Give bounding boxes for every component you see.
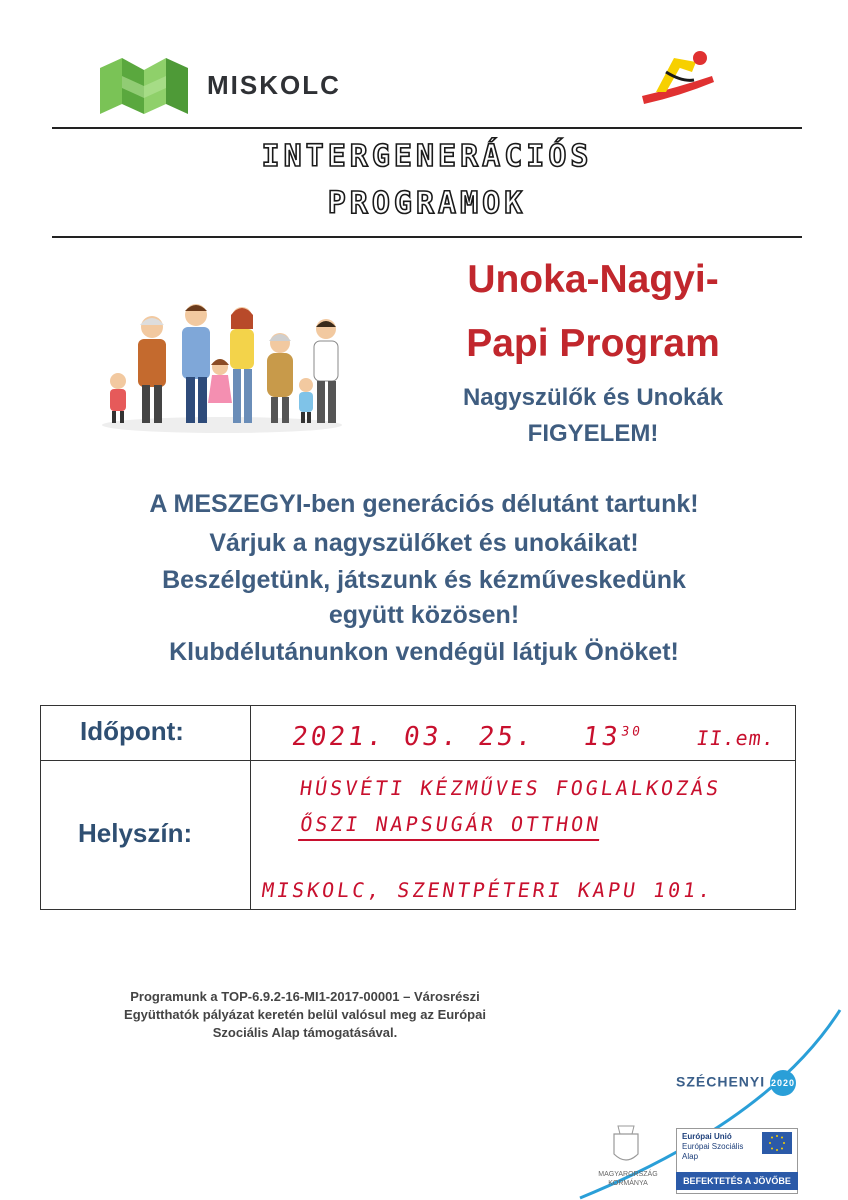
funding-note xyxy=(80,988,530,1042)
eu-flag-icon xyxy=(762,1132,792,1154)
funding-note-line-3: Szociális Alap támogatásával. xyxy=(212,1025,398,1040)
funding-note-line-1: Programunk a TOP-6.9.2-16-MI1-2017-00001 – Városrészi xyxy=(130,989,480,1004)
place-line-2: ŐSZI NAPSUGÁR OTTHON xyxy=(298,812,603,841)
table-divider xyxy=(40,760,796,761)
brand-name: MISKOLC xyxy=(207,70,341,100)
family-illustration xyxy=(100,285,345,435)
gov-line-1: MAGYARORSZÁG xyxy=(598,1171,658,1178)
szechenyi-year: 2020 xyxy=(771,1078,796,1088)
headline-line-1: Unoka-Nagyi- xyxy=(467,258,719,301)
time-minutes: 30 xyxy=(620,724,644,740)
bottom-rule xyxy=(52,236,802,238)
government-label xyxy=(588,1170,668,1188)
body-line-2: Várjuk a nagyszülőket és unokáikat! xyxy=(209,529,639,557)
time-date: 2021. 03. 25. xyxy=(289,722,537,752)
body-line-3: Beszélgetünk, játszunk és kézműveskedünk xyxy=(162,566,686,594)
place-label: Helyszín: xyxy=(78,818,193,848)
place-line-1: HÚSVÉTI KÉZMŰVES FOGLALKOZÁS xyxy=(298,776,723,800)
miskolc-logo-mark xyxy=(100,58,188,114)
body-line-4: együtt közösen! xyxy=(328,601,520,629)
time-hour: 13 xyxy=(581,722,623,752)
time-label: Időpont: xyxy=(80,716,184,746)
title-line-2: PROGRAMOK xyxy=(327,186,527,221)
place-line-3: MISKOLC, SZENTPÉTERI KAPU 101. xyxy=(260,878,715,902)
eu-slogan-band: BEFEKTETÉS A JÖVŐBE xyxy=(676,1172,798,1190)
headline-line-2: Papi Program xyxy=(466,322,720,365)
table-column-divider xyxy=(250,705,251,910)
eu-line-1: Európai Unió xyxy=(682,1132,732,1141)
szechenyi-label xyxy=(676,1070,796,1096)
top-rule xyxy=(52,127,802,129)
snowboarder-logo xyxy=(636,42,716,110)
szechenyi-2020-badge xyxy=(770,1070,796,1096)
funding-note-line-2: Együtthatók pályázat keretén belül valósul meg az Európai xyxy=(124,1007,486,1022)
eu-line-2: Európai Szociális xyxy=(682,1142,744,1151)
time-value xyxy=(290,722,777,752)
hungarian-crest-icon xyxy=(596,1120,656,1170)
eu-line-3: Alap xyxy=(682,1152,699,1161)
body-line-5: Klubdélutánunkon vendégül látjuk Önöket! xyxy=(169,638,679,666)
eu-text xyxy=(682,1132,743,1162)
szechenyi-text: SZÉCHENYI xyxy=(676,1073,766,1090)
body-line-1: A MESZEGYI-ben generációs délutánt tartunk! xyxy=(149,490,699,518)
subheadline-line-1: Nagyszülők és Unokák xyxy=(462,384,724,411)
gov-line-2: KORMÁNYA xyxy=(608,1180,648,1187)
title-line-1: INTERGENERÁCIÓS xyxy=(261,139,593,174)
time-floor: II.em. xyxy=(694,726,777,750)
subheadline-line-2: FIGYELEM! xyxy=(527,420,659,447)
